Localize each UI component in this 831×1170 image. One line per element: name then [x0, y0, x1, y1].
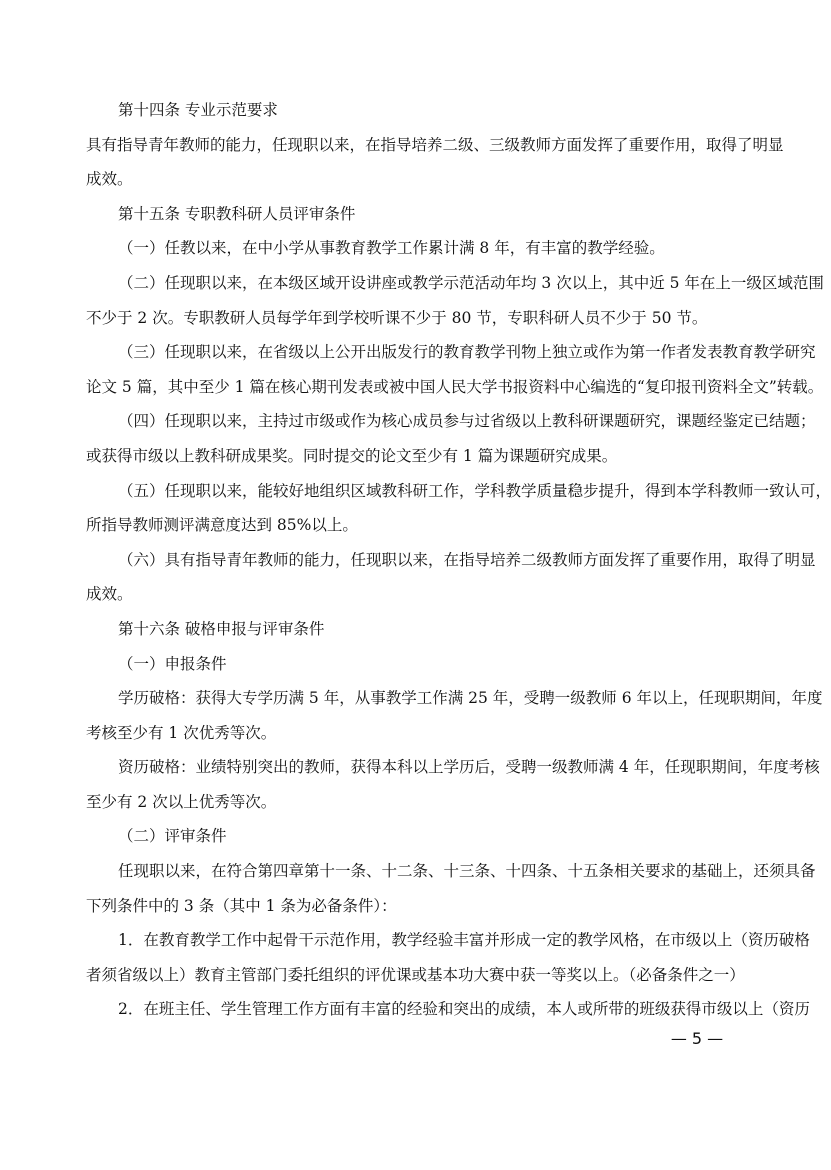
text-line: （一）任教以来，在中小学从事教育教学工作累计满 8 年，有丰富的教学经验。: [118, 239, 665, 258]
text-line: 下列条件中的 3 条（其中 1 条为必备条件）：: [86, 896, 397, 915]
text-line: 2．在班主任、学生管理工作方面有丰富的经验和突出的成绩，本人或所带的班级获得市级以上（资历: [118, 1000, 810, 1019]
text-line: 或获得市级以上教科研成果奖。同时提交的论文至少有 1 篇为课题研究成果。: [86, 446, 618, 465]
text-line: 第十五条 专职教科研人员评审条件: [118, 204, 356, 223]
text-line: （二）评审条件: [118, 827, 227, 846]
text-line: （四）任现职以来，主持过市级或作为核心成员参与过省级以上教科研课题研究，课题经鉴定已结题；: [118, 412, 816, 431]
text-line: 成效。: [86, 170, 133, 189]
text-line: 考核至少有 1 次优秀等次。: [86, 723, 277, 742]
text-line: 第十六条 破格申报与评审条件: [118, 619, 325, 638]
page-number: — 5 —: [670, 1029, 724, 1048]
text-line: 1．在教育教学工作中起骨干示范作用，教学经验丰富并形成一定的教学风格，在市级以上（资历破格: [118, 931, 810, 950]
text-line: 具有指导青年教师的能力，任现职以来，在指导培养二级、三级教师方面发挥了重要作用，取得了明显: [86, 135, 784, 154]
text-line: 学历破格：获得大专学历满 5 年，从事教学工作满 25 年，受聘一级教师 6 年以上，任现职期间，年度: [118, 689, 823, 708]
text-line: 任现职以来，在符合第四章第十一条、十二条、十三条、十四条、十五条相关要求的基础上，还须具备: [118, 862, 816, 881]
text-line: （一）申报条件: [118, 654, 227, 673]
text-line: 所指导教师测评满意度达到 85%以上。: [86, 516, 358, 535]
text-line: 论文 5 篇，其中至少 1 篇在核心期刊发表或被中国人民大学书报资料中心编选的“复印报刊资料全文”转载。: [86, 377, 824, 396]
document-body: [86, 93, 831, 1027]
text-line: 不少于 2 次。专职教研人员每学年到学校听课不少于 80 节，专职科研人员不少于 50 节。: [86, 308, 708, 327]
text-line: 第十四条 专业示范要求: [118, 101, 278, 119]
text-line: 者须省级以上）教育主管部门委托组织的评优课或基本功大赛中获一等奖以上。（必备条件之一）: [86, 965, 745, 984]
text-line: 成效。: [86, 585, 133, 604]
text-line: 至少有 2 次以上优秀等次。: [86, 792, 277, 811]
text-line: （三）任现职以来，在省级以上公开出版发行的教育教学刊物上独立或作为第一作者发表教育教学研究: [118, 343, 816, 362]
text-line: （二）任现职以来，在本级区域开设讲座或教学示范活动年均 3 次以上，其中近 5 年在上一级区域范围: [118, 273, 824, 292]
text-line: 资历破格：业绩特别突出的教师，获得本科以上学历后，受聘一级教师满 4 年，任现职期间，年度考核: [118, 758, 820, 777]
text-line: （五）任现职以来，能较好地组织区域教科研工作，学科教学质量稳步提升，得到本学科教师一致认可，: [118, 481, 831, 500]
text-line: （六）具有指导青年教师的能力，任现职以来，在指导培养二级教师方面发挥了重要作用，取得了明显: [118, 550, 816, 569]
